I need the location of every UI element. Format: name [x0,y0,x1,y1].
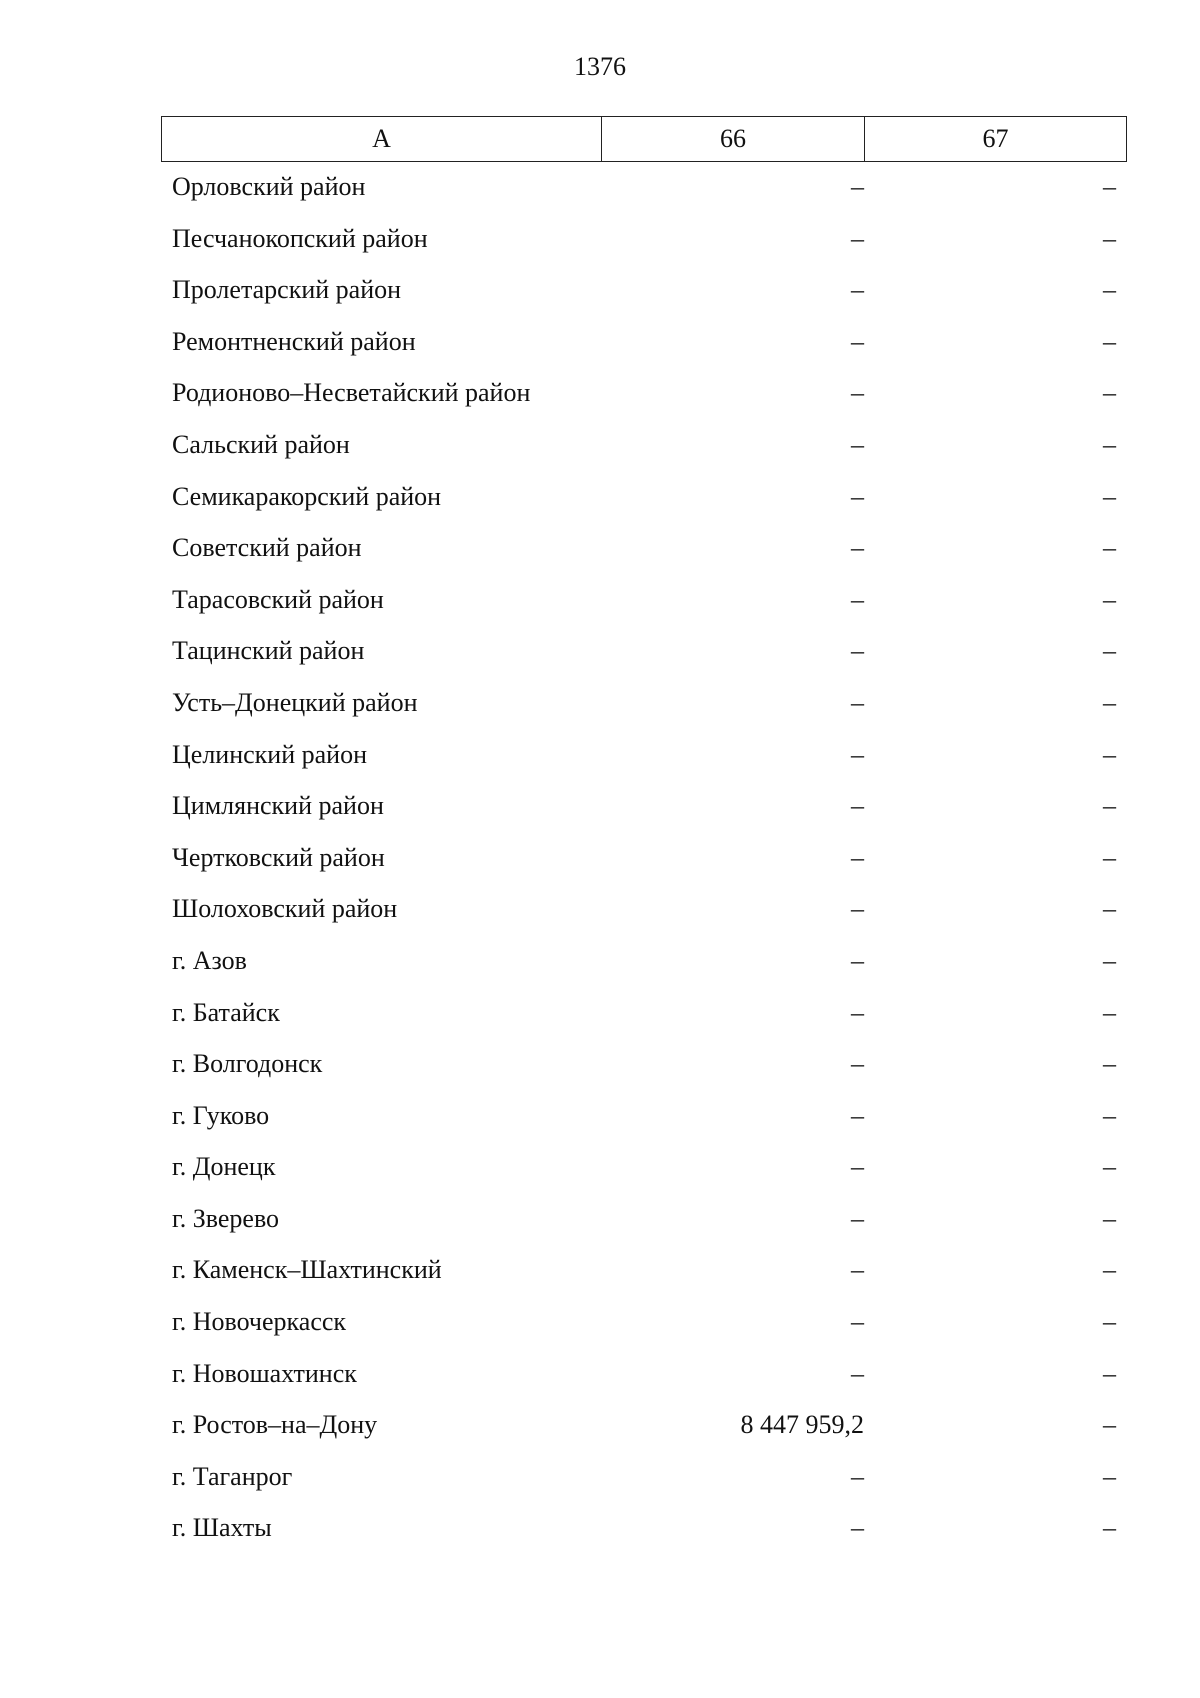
cell-66: – [851,791,864,821]
row-label: г. Батайск [172,997,280,1027]
cell-66: – [851,1255,864,1285]
cell-66: – [851,894,864,924]
cell-66: – [851,945,864,975]
cell-66: – [851,584,864,614]
cell-66: – [851,1152,864,1182]
cell-67: – [1103,172,1116,201]
cell-66: – [851,1049,864,1079]
table-body [161,162,1127,1555]
table-row [161,420,1127,472]
table-row [161,1297,1127,1349]
row-label: г. Азов [172,945,247,975]
table-row [161,1039,1127,1091]
table-row [161,833,1127,885]
cell-67: – [1103,1358,1116,1388]
row-label: Ремонтненский район [172,326,416,356]
cell-67: – [1103,429,1116,459]
cell-67: – [1103,275,1116,305]
cell-66: – [851,687,864,717]
row-label: Шолоховский район [172,894,398,924]
row-label: Песчанокопский район [172,223,428,253]
cell-66: – [851,326,864,356]
table-row [161,265,1127,317]
cell-66: – [851,223,864,253]
cell-67: – [1103,894,1116,924]
table-row [161,936,1127,988]
row-label: Тацинский район [172,636,365,666]
cell-66: – [851,1100,864,1130]
table-row [161,1091,1127,1143]
cell-66: – [851,1203,864,1233]
cell-67: – [1103,1307,1116,1337]
cell-67: – [1103,739,1116,769]
table-row [161,1142,1127,1194]
row-label: г. Волгодонск [172,1049,323,1079]
table-row [161,1245,1127,1297]
row-label: г. Шахты [172,1513,272,1543]
row-label: Целинский район [172,739,367,769]
cell-66: 8 447 959,2 [740,1410,864,1440]
cell-66: – [851,842,864,872]
cell-66: – [851,533,864,563]
row-label: Семикаракорский район [172,481,442,511]
cell-66: – [851,172,864,201]
row-label: Пролетарский район [172,275,402,305]
table-row [161,1400,1127,1452]
cell-66: – [851,429,864,459]
row-label: Родионово–Несветайский район [172,378,531,408]
cell-66: – [851,1307,864,1337]
row-label: г. Таганрог [172,1461,293,1491]
table-header [161,116,1127,162]
header-cell-67: 67 [982,124,1009,153]
cell-66: – [851,997,864,1027]
cell-67: – [1103,1513,1116,1543]
table-row [161,575,1127,627]
cell-67: – [1103,1049,1116,1079]
cell-66: – [851,275,864,305]
row-label: Сальский район [172,429,350,459]
cell-67: – [1103,1255,1116,1285]
row-label: Советский район [172,533,362,563]
cell-67: – [1103,1461,1116,1491]
table-row [161,214,1127,266]
cell-67: – [1103,533,1116,563]
cell-67: – [1103,378,1116,408]
table-row [161,1452,1127,1504]
row-label: г. Гуково [172,1100,270,1130]
row-label: г. Новочеркасск [172,1307,347,1337]
table-row [161,368,1127,420]
table-row [161,523,1127,575]
table-row [161,988,1127,1040]
header-cell-a: А [162,117,602,161]
cell-67: – [1103,481,1116,511]
cell-66: – [851,1513,864,1543]
table-row [161,678,1127,730]
table-row [161,781,1127,833]
cell-67: – [1103,584,1116,614]
cell-67: – [1103,326,1116,356]
cell-67: – [1103,223,1116,253]
cell-67: – [1103,1100,1116,1130]
cell-66: – [851,378,864,408]
cell-67: – [1103,997,1116,1027]
table-row [161,317,1127,369]
page-number: 1376 [574,52,626,81]
cell-67: – [1103,945,1116,975]
row-label: г. Каменск–Шахтинский [172,1255,442,1285]
cell-67: – [1103,842,1116,872]
cell-67: – [1103,1203,1116,1233]
cell-67: – [1103,1152,1116,1182]
table-row [161,472,1127,524]
row-label: г. Зверево [172,1203,280,1233]
row-label: г. Донецк [172,1152,276,1182]
cell-66: – [851,739,864,769]
cell-66: – [851,1461,864,1491]
row-label: Цимлянский район [172,791,384,821]
cell-66: – [851,636,864,666]
row-label: Орловский район [172,172,366,201]
cell-66: – [851,481,864,511]
header-cell-66: 66 [602,117,865,161]
cell-66: – [851,1358,864,1388]
cell-67: – [1103,791,1116,821]
cell-67: – [1103,1410,1116,1440]
table-row [161,1349,1127,1401]
table-row [161,162,1127,214]
row-label: г. Ростов–на–Дону [172,1410,378,1440]
cell-67: – [1103,636,1116,666]
table-row [161,626,1127,678]
row-label: г. Новошахтинск [172,1358,357,1388]
row-label: Усть–Донецкий район [172,687,418,717]
cell-67: – [1103,687,1116,717]
table-row [161,730,1127,782]
table-row [161,1503,1127,1555]
row-label: Тарасовский район [172,584,384,614]
table-row [161,884,1127,936]
row-label: Чертковский район [172,842,385,872]
table-row [161,1194,1127,1246]
